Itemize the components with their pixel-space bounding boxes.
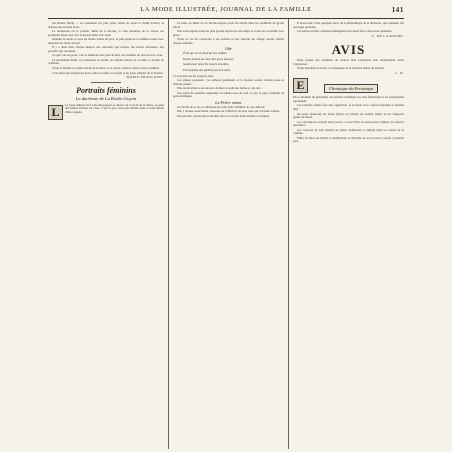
paragraph: Toute sa vie fut consacrée à ses enfants et aux pauvres du village qu'elle visitait chaque semaine. <box>172 37 284 45</box>
paragraph: Il nous reste à dire quelques mots de la bibliothèque de la duchesse, qui contenait des ouvrages précieux. <box>292 21 404 29</box>
signature: MARIE-FRANÇOISE. <box>126 75 164 80</box>
page-header <box>48 4 404 19</box>
ode-title: Ode <box>225 46 232 52</box>
paragraph: Toute la famille se réunit autour de la mère, et la soirée s'achève dans la douce lumière. <box>52 66 160 71</box>
paragraph: Toute demande doit être accompagnée de la dernière bande du journal. <box>296 66 385 71</box>
dropcap-ornament: L <box>48 105 63 120</box>
paragraph: Les expositions ouvrent leurs portes, et tout Paris se presse pour admirer les œuvres nouvelles. <box>292 119 404 128</box>
paragraph: Il y a ainsi dans chaque maison des souvenirs qui restent, des lettres anciennes, des portraits qui racontent. <box>48 45 164 53</box>
poem-line: Douce pensée au cœur des jours anciens, <box>182 56 235 61</box>
paragraph: C'est ainsi que passent les jours, entre la prière, le travail et les joies simples de la maison. <box>52 70 164 75</box>
section-subtitle: La duchesse de La Roche-Guyon <box>75 95 137 101</box>
paragraph: Elle y mourut doucement, entourée de l'affection de tous ceux qui l'avaient connue. <box>176 109 280 114</box>
paragraph: Son salon fut pendant longtemps le rendez-vous de tout ce que le pays comptait de gens distingués. <box>172 90 284 99</box>
avis-heading: AVIS <box>331 42 366 58</box>
paragraph: Elle savait mêler à ses devoirs de mère le goût des lettres et des arts. <box>176 86 262 91</box>
paragraph: par Renée Hardy — en remontant les plus jolies tables de toute la vieille France, le charme des anciens jours. <box>48 21 164 29</box>
page-number: 141 <box>391 6 404 14</box>
journal-title: LA MODE ILLUSTRÉE, JOURNAL DE LA FAMILLE <box>140 6 312 13</box>
column-middle <box>168 19 284 449</box>
signature: L. DE LA ROCHE. <box>371 33 404 38</box>
chronicle-title: Chronique du Printemps <box>324 84 378 93</box>
paragraph: Le beau château de La Roche-Guyon se dresse sur le bord de la Seine, au pied des hautes falaises de craie. C'est là qu'a vécu une femme dont le nom mérite d'être rappelé. <box>65 102 164 114</box>
paragraph: Les années passèrent ; les enfants grandirent, et la maison connut d'autres joies et d'autres peines. <box>172 78 284 86</box>
poem-note: Ce souvenir lui fut toujours cher. <box>172 73 214 78</box>
signature: L. D. <box>395 70 404 75</box>
paragraph: Enfin les fêtes de charité se multiplient, et chacune de nos lectrices voudra y prendre part. <box>292 135 404 144</box>
columns <box>48 19 404 449</box>
prayer-title: La Prière intime <box>215 99 242 105</box>
paragraph: Au déclin de sa vie, la duchesse se retira dans l'intimité de son château. <box>176 104 266 109</box>
paragraph: On peut dire qu'elle laissa derrière elle le souvenir d'une femme accomplie. <box>176 114 270 119</box>
paragraph: En ce moment du printemps, les jardins s'éveillent, les lilas fleurissent et les promenades reprennent. <box>292 95 404 103</box>
column-right <box>288 19 404 449</box>
poem-line: Garde pour nous les heures envolées, <box>182 62 230 67</box>
paragraph: Les toilettes claires font leur apparition, et la mode de la saison nouvelle se dessine déjà. <box>292 103 404 112</box>
paragraph: Ce que l'on en garde, c'est la mémoire des gens de bien, des femmes de devoir et de cœur. <box>52 53 163 58</box>
dropcap-ornament: E <box>293 78 308 93</box>
poem-line: Et le parfum des jardins qui sont tiens. <box>182 68 231 73</box>
poem-line: Ô toi qui vis au fond de nos vallées, <box>182 51 228 56</box>
section-title-portraits: Portraits féminins <box>76 85 136 95</box>
paragraph: Pendant le retour et sous les beaux arbres du parc, la plus jeune de la famille écoute avec attention les récits du soir. <box>48 37 164 45</box>
divider <box>91 82 121 83</box>
paragraph: Les lettres qu'elle a laissées témoignent d'un esprit fin et d'un cœur généreux. <box>296 29 393 34</box>
paragraph: Elle avait auprès d'elle les plus grands esprits de son temps et savait les accueillir avec grâce. <box>172 29 284 37</box>
paragraph: La mère de Mme de La Roche-Guyon avait été élevée dans les traditions du grand siècle. <box>172 21 284 29</box>
paragraph: Le renouveau est le présent. Mme de la Roche, la voix heureuse de la saison, les premières fleurs que tout le monde aime voir venir. <box>48 29 164 37</box>
paragraph: Le lendemain matin, la promenade au jardin, les enfants autour de la table, la lecture en commun. <box>48 57 164 66</box>
paragraph: Nous prions nos abonnées de vouloir bien renouveler leur abonnement avant l'expiration. <box>292 58 404 66</box>
paragraph: On porte beaucoup les tissus légers, les rubans de couleur tendre et les chapeaux garnis de fleurs. <box>292 111 404 120</box>
column-left <box>48 19 164 449</box>
paragraph: Les concerts du soir attirent un public nombreux et élégant dans les salons de la capitale. <box>292 127 404 136</box>
